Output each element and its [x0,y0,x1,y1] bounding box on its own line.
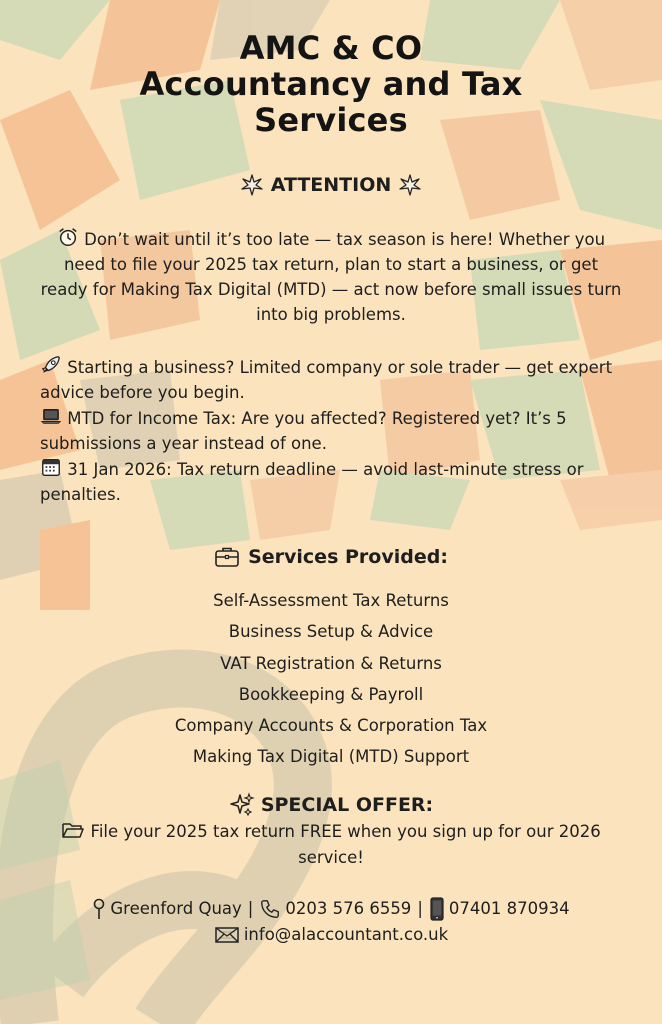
point-business-text: Starting a business? Limited company or sole trader — get expert advice before you begin. [40,358,613,402]
service-item: Company Accounts & Corporation Tax [174,716,488,736]
laptop-icon [40,405,62,427]
title-line-1: AMC & CO [239,29,423,67]
services-heading-label: Services Provided: [248,546,448,568]
alarm-clock-icon [57,226,79,248]
point-deadline-text: 31 Jan 2026: Tax return deadline — avoid last-minute stress or penalties. [40,460,584,504]
rocket-icon [40,354,62,376]
service-item: VAT Registration & Returns [220,653,442,673]
point-deadline [40,456,630,507]
attention-label: ATTENTION [270,174,392,196]
contact-info [0,896,662,948]
briefcase-icon [214,545,240,569]
special-offer-heading [0,792,662,818]
point-mtd [40,405,630,456]
attention-heading [0,172,662,198]
special-offer-label: SPECIAL OFFER: [260,794,434,816]
title-line-2: Accountancy and Tax [139,65,523,103]
intro-paragraph [40,226,622,327]
service-item: Bookkeeping & Payroll [238,684,424,704]
special-offer-body: File your 2025 tax return FREE when you sign up for our 2026 service! [90,822,601,867]
service-item: Self-Assessment Tax Returns [213,591,449,610]
contact-line-2 [0,922,662,948]
contact-location: Greenford Quay [110,899,242,918]
contact-phone-link[interactable]: 0203 576 6559 [285,899,412,918]
service-item: Making Tax Digital (MTD) Support [192,747,470,767]
folder-icon [61,820,85,840]
intro-text: Don’t wait until it’s too late — tax season is here! Whether you need to file your 2025 tax return, plan to start a business, or get ready for Making Tax Digital (MTD) — act now before small issues turn into big problems. [40,230,622,324]
special-offer-text [40,819,622,871]
service-item: Business Setup & Advice [228,622,434,642]
contact-separator: | [247,899,254,918]
sparkle-icon [240,173,264,197]
phone-icon [259,898,281,920]
contact-email-link[interactable]: info@alaccountant.co.uk [243,925,449,944]
services-heading [0,544,662,570]
calendar-icon [40,456,62,478]
key-points [40,354,630,507]
sparkle-icon [398,173,422,197]
contact-mobile-link[interactable]: 07401 870934 [448,899,570,918]
point-business [40,354,630,405]
services-list [0,585,662,773]
page-title [0,30,662,138]
envelope-icon [214,925,240,945]
sparkle-icon [229,792,255,818]
map-pin-icon [92,898,106,920]
mobile-phone-icon [429,897,445,921]
point-mtd-text: MTD for Income Tax: Are you affected? Registered yet? It’s 5 submissions a year instead of one. [40,409,567,453]
contact-separator: | [417,899,423,918]
title-line-3: Services [254,101,408,139]
contact-line-1 [0,896,662,922]
